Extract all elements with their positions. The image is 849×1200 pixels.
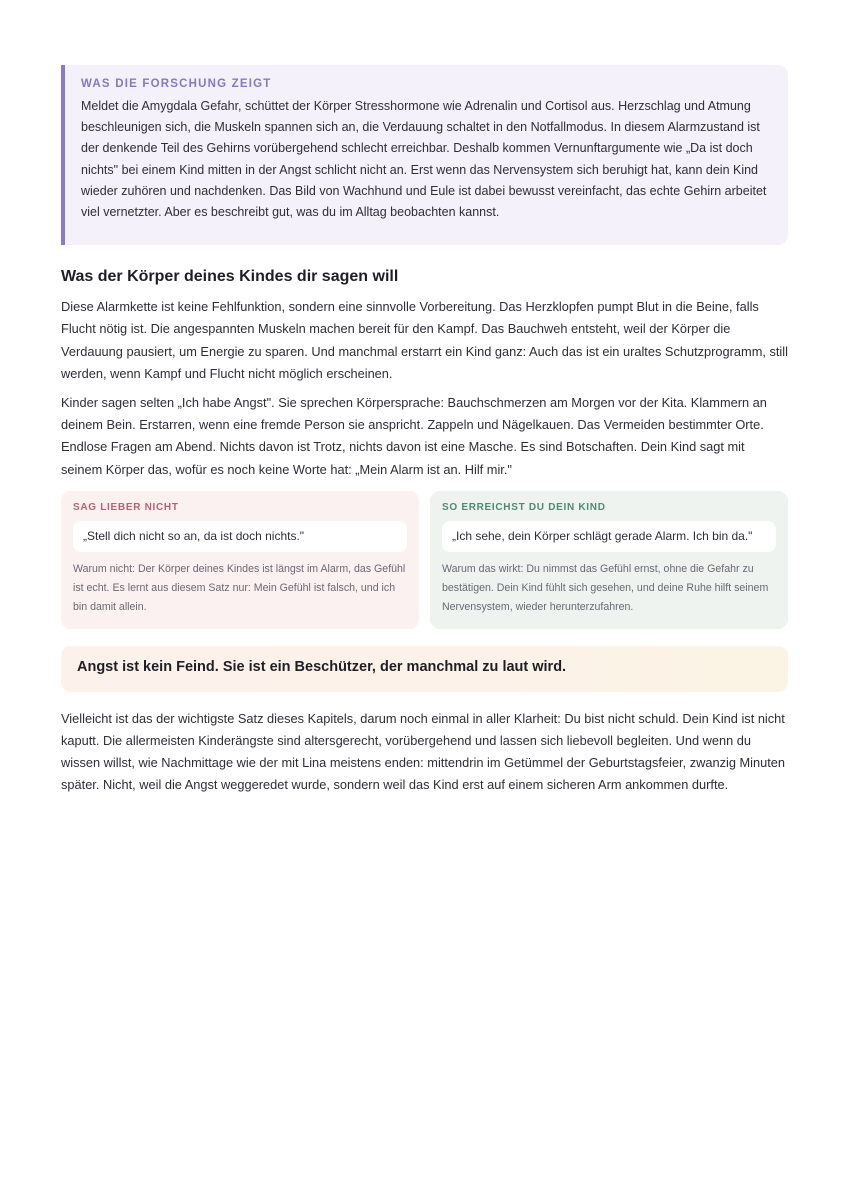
do-say-card [430, 491, 788, 629]
research-box-text: Meldet die Amygdala Gefahr, schüttet der Körper Stresshormone wie Adrenalin und Cortisol aus. Herzschlag und Atmung beschleunigen sich, die Muskeln spannen sich an, die Verdauung schaltet in den Notfallmodus. In diesem Alarmzustand ist der denkende Teil des Gehirns vorübergehend schlecht erreichbar. Deshalb kommen Vernunftargumente wie „Da ist doch nichts" bei einem Kind mitten in der Angst schlicht nicht an. Erst wenn das Nervensystem sich beruhigt hat, kann dein Kind wieder zuhören und nachdenken. Das Bild von Wachhund und Eule ist dabei bewusst vereinfacht, das echte Gehirn arbeitet viel vernetzter. Aber es beschreibt gut, was du im Alltag beobachten kannst. [81, 99, 767, 220]
research-info-box [61, 65, 788, 245]
dont-say-label: SAG LIEBER NICHT [73, 501, 179, 513]
page-content [61, 65, 788, 804]
do-say-quote: „Ich sehe, dein Körper schlägt gerade Alarm. Ich bin da." [442, 521, 776, 552]
comparison-cards [61, 491, 788, 629]
dont-say-note: Warum nicht: Der Körper deines Kindes ist längst im Alarm, das Gefühl ist echt. Es lernt aus diesem Satz nur: Mein Gefühl ist falsch, und ich bin damit allein. [73, 562, 406, 613]
key-message-callout [61, 646, 788, 692]
body-paragraph-1: Diese Alarmkette ist keine Fehlfunktion, sondern eine sinnvolle Vorbereitung. Das Herzklopfen pumpt Blut in die Beine, falls Flucht nötig ist. Die angespannten Muskeln machen bereit für den Kampf. Das Bauchweh entsteht, weil der Körper die Verdauung pausiert, um Energie zu sparen. Und manchmal erstarrt ein Kind ganz: Auch das ist ein uraltes Schutzprogramm, still werden, wenn Kampf und Flucht nicht möglich erscheinen. [61, 299, 788, 381]
dont-say-quote: „Stell dich nicht so an, da ist doch nichts." [73, 521, 407, 552]
dont-say-card [61, 491, 419, 629]
section-heading: Was der Körper deines Kindes dir sagen will [61, 268, 399, 286]
research-box-title: WAS DIE FORSCHUNG ZEIGT [81, 78, 272, 90]
do-say-label: SO ERREICHST DU DEIN KIND [442, 501, 606, 513]
body-paragraph-2: Kinder sagen selten „Ich habe Angst". Sie sprechen Körpersprache: Bauchschmerzen am Morgen vor der Kita. Klammern an deinem Bein. Erstarren, wenn eine fremde Person sie anspricht. Zappeln und Nägelkauen. Das Vermeiden bestimmter Orte. Endlose Fragen am Abend. Nichts davon ist Trotz, nichts davon ist eine Masche. Es sind Botschaften. Dein Kind sagt mit seinem Körper das, wofür es noch keine Worte hat: „Mein Alarm ist an. Hilf mir." [61, 395, 767, 477]
do-say-note: Warum das wirkt: Du nimmst das Gefühl ernst, ohne die Gefahr zu bestätigen. Dein Kind fühlt sich gesehen, und deine Ruhe hilft seinem Nervensystem, wieder herunterzufahren. [442, 562, 769, 613]
closing-paragraph: Vielleicht ist das der wichtigste Satz dieses Kapitels, darum noch einmal in aller Klarheit: Du bist nicht schuld. Dein Kind ist nicht kaputt. Die allermeisten Kinderängste sind altersgerecht, vorübergehend und lassen sich liebevoll begleiten. Und wenn du wissen willst, wie Nachmittage wie der mit Lina meistens enden: mittendrin im Getümmel der Geburtstagsfeier, zwanzig Minuten später. Nicht, weil die Angst weggeredet wurde, sondern weil das Kind erst auf einem sicheren Arm ankommen durfte. [61, 710, 786, 793]
key-message-text: Angst ist kein Feind. Sie ist ein Beschützer, der manchmal zu laut wird. [77, 658, 567, 675]
